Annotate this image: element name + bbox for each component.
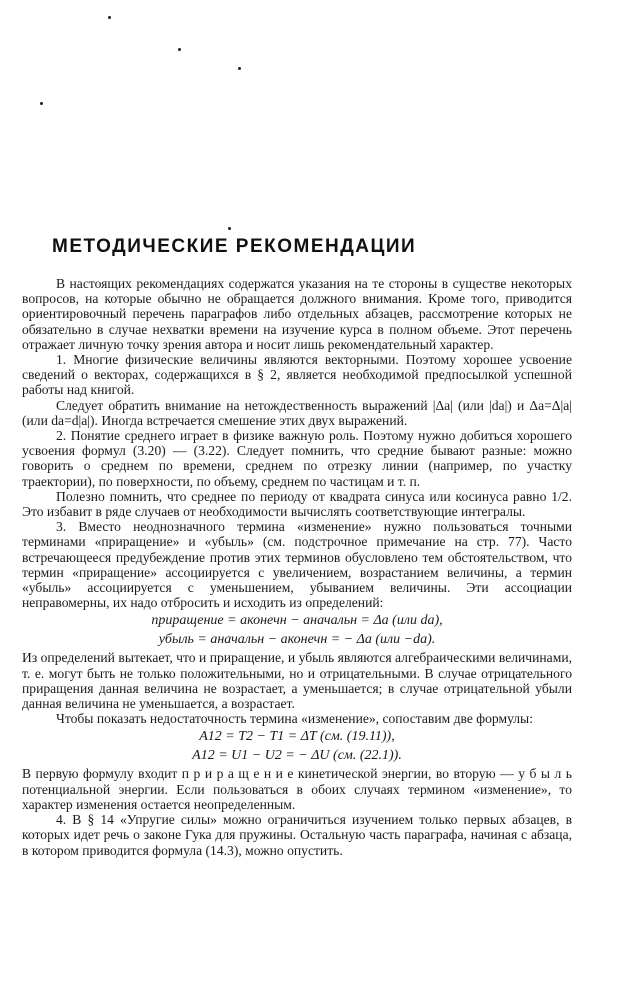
paragraph-2-note: Полезно помнить, что среднее по периоду от квадрата синуса или косинуса равно 1/2. Это избавит в ряде случаев от необходимости вычислять соответствующие интегралы.: [22, 488, 572, 520]
equation-decrement: убыль = aначальн − aконечн = − Δa (или −da).: [158, 632, 436, 648]
paragraph-1-vectors: 1. Многие физические величины являются векторными. Поэтому хорошее усвоение сведений о векторах, содержащихся в § 2, является необходимой предпосылкой успешной работы над книгой.: [22, 352, 572, 398]
print-speck: [108, 16, 111, 19]
paragraph-3-conclusion: В первую формулу входит п р и р а щ е н и е кинетической энергии, во вторую — у б ы л ь потенциальной энергии. Если пользоваться в обоих случаях термином «изменение», то характер изменения остается неопределенным.: [22, 766, 572, 812]
paragraph-4-elastic: 4. В § 14 «Упругие силы» можно ограничиться изучением только первых абзацев, в которых идет речь о законе Гука для пружины. Остальную часть параграфа, начиная с абзаца, в котором приводится формула (14.3), можно опустить.: [22, 812, 572, 858]
section-heading: МЕТОДИЧЕСКИЕ РЕКОМЕНДАЦИИ: [52, 236, 417, 257]
paragraph-3-terms: 3. Вместо неоднозначного термина «изменение» нужно пользоваться точными терминами «приращение» и «убыль» (см. подстрочное примечание на стр. 77). Часто встречающееся предубеждение против этих терминов обусловлено тем обстоятельством, что термин «приращение» ассоциируется с увеличением, возрастанием величины, а термин «убыль» ассоциируется с уменьшением, убыванием величины. Эти ассоциации неправомерны, их надо отбросить и исходить из определений:: [22, 519, 572, 611]
equation-work-kinetic: A12 = T2 − T1 = ΔT (см. (19.11)),: [199, 729, 395, 745]
print-speck: [178, 48, 181, 51]
print-speck: [238, 67, 241, 70]
equation-work-potential: A12 = U1 − U2 = − ΔU (см. (22.1)).: [192, 748, 402, 764]
equation-increment: приращение = aконечн − aначальн = Δa (или da),: [151, 613, 443, 629]
print-speck: [40, 102, 43, 105]
paragraph-2-averages: 2. Понятие среднего играет в физике важную роль. Поэтому нужно добиться хорошего усвоения формул (3.20) — (3.22). Следует помнить, что средние бывают разные: можно говорить о среднем по времени, среднем по отрезку линии (например, по участку траектории), по поверхности, по объему, среднем по частицам и т. п.: [22, 428, 572, 489]
paragraph-3-compare: Чтобы показать недостаточность термина «изменение», сопоставим две формулы:: [56, 711, 533, 727]
paragraph-3-algebraic: Из определений вытекает, что и приращение, и убыль являются алгебраическими величинами, т. е. могут быть не только положительными, но и отрицательными. В случае отрицательного приращения данная величина не возрастает, а уменьшается; в случае отрицательной убыли данная величина не уменьшается, а возрастает.: [22, 650, 572, 712]
print-speck: [228, 227, 231, 230]
body-text: [22, 276, 572, 858]
paragraph-1-note: Следует обратить внимание на нетождественность выражений |Δa| (или |da|) и Δa=Δ|a| (или da=d|a|). Иногда встречается смешение этих двух выражений.: [22, 397, 572, 428]
paragraph-intro: В настоящих рекомендациях содержатся указания на те стороны в существе некоторых вопросов, на которые обычно не обращается должного внимания. Кроме того, приводится ориентировочный перечень параграфов либо отдельных абзацев, рассмотрение которых не обязательно в случае нехватки времени на изучение курса в полном объеме. Этот перечень отражает личную точку зрения автора и носит лишь рекомендательный характер.: [22, 276, 572, 352]
